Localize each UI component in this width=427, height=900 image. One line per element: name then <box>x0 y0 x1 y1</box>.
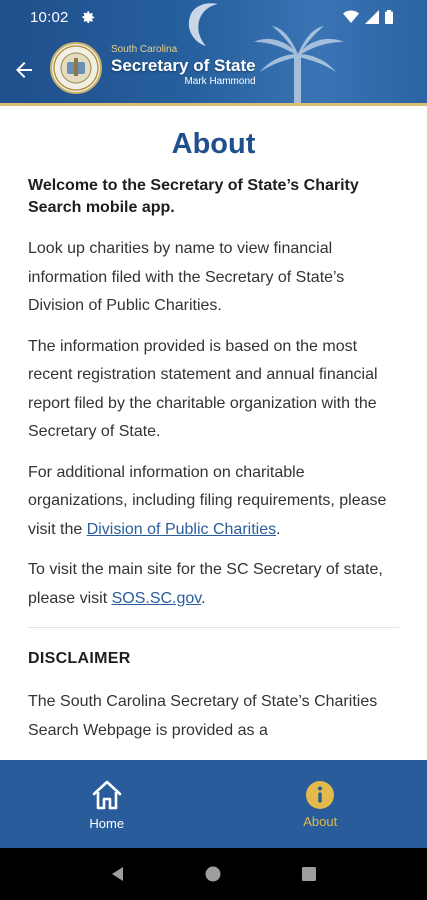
system-navigation-bar <box>0 848 427 900</box>
brand-title: Secretary of State <box>111 56 256 75</box>
paragraph-main-site-end: . <box>201 589 206 607</box>
seal-icon <box>52 44 100 92</box>
battery-icon <box>385 10 393 24</box>
palmetto-tree-icon <box>248 24 348 106</box>
nav-about-button[interactable] <box>214 760 427 848</box>
nav-home-label: Home <box>89 815 125 831</box>
home-icon <box>90 778 124 812</box>
division-public-charities-link[interactable]: Division of Public Charities <box>86 520 277 538</box>
state-seal-logo <box>50 42 102 94</box>
paragraph-additional-info-text: For additional information on charitable organizations, including filing requirements, please visit the <box>28 463 387 538</box>
status-icons <box>343 10 393 24</box>
intro-text: Welcome to the Secretary of State’s Charity Search mobile app. <box>28 177 359 216</box>
brand-state: South Carolina <box>111 44 178 55</box>
disclaimer-text: The South Carolina Secretary of State’s Charities Search Webpage is provided as a <box>28 693 378 739</box>
paragraph-additional-info-end: . <box>276 520 281 538</box>
paragraph-main-site <box>28 556 399 613</box>
disclaimer-heading: DISCLAIMER <box>28 650 131 667</box>
paragraph-lookup: Look up charities by name to view financial information filed with the Secretary of State’s Division of Public Charities. <box>28 240 345 314</box>
brand-official-name: Mark Hammond <box>184 76 256 87</box>
app-header <box>0 0 427 106</box>
nav-about-label: About <box>303 813 338 829</box>
back-button[interactable] <box>10 56 38 84</box>
wifi-icon <box>343 10 359 24</box>
system-recents-icon[interactable] <box>301 866 317 882</box>
section-divider <box>28 627 399 628</box>
system-home-icon[interactable] <box>205 866 221 882</box>
brand-block <box>111 44 256 87</box>
page-title: About <box>171 128 256 160</box>
paragraph-additional-info <box>28 459 399 545</box>
status-time: 10:02 <box>30 9 69 26</box>
bottom-navigation <box>0 760 427 848</box>
signal-icon <box>365 10 379 24</box>
paragraph-main-site-text: To visit the main site for the SC Secretary of state, please visit <box>28 561 383 607</box>
sos-sc-gov-link[interactable]: SOS.SC.gov <box>111 589 202 607</box>
system-back-icon[interactable] <box>110 866 126 882</box>
settings-gear-icon <box>81 10 96 25</box>
paragraph-information: The information provided is based on the most recent registration statement and annual financial report filed by the charitable organization with the Secretary of State. <box>28 337 378 440</box>
info-icon <box>305 780 335 810</box>
about-content <box>0 106 427 760</box>
nav-home-button[interactable] <box>0 760 214 848</box>
back-arrow-icon <box>12 58 36 82</box>
